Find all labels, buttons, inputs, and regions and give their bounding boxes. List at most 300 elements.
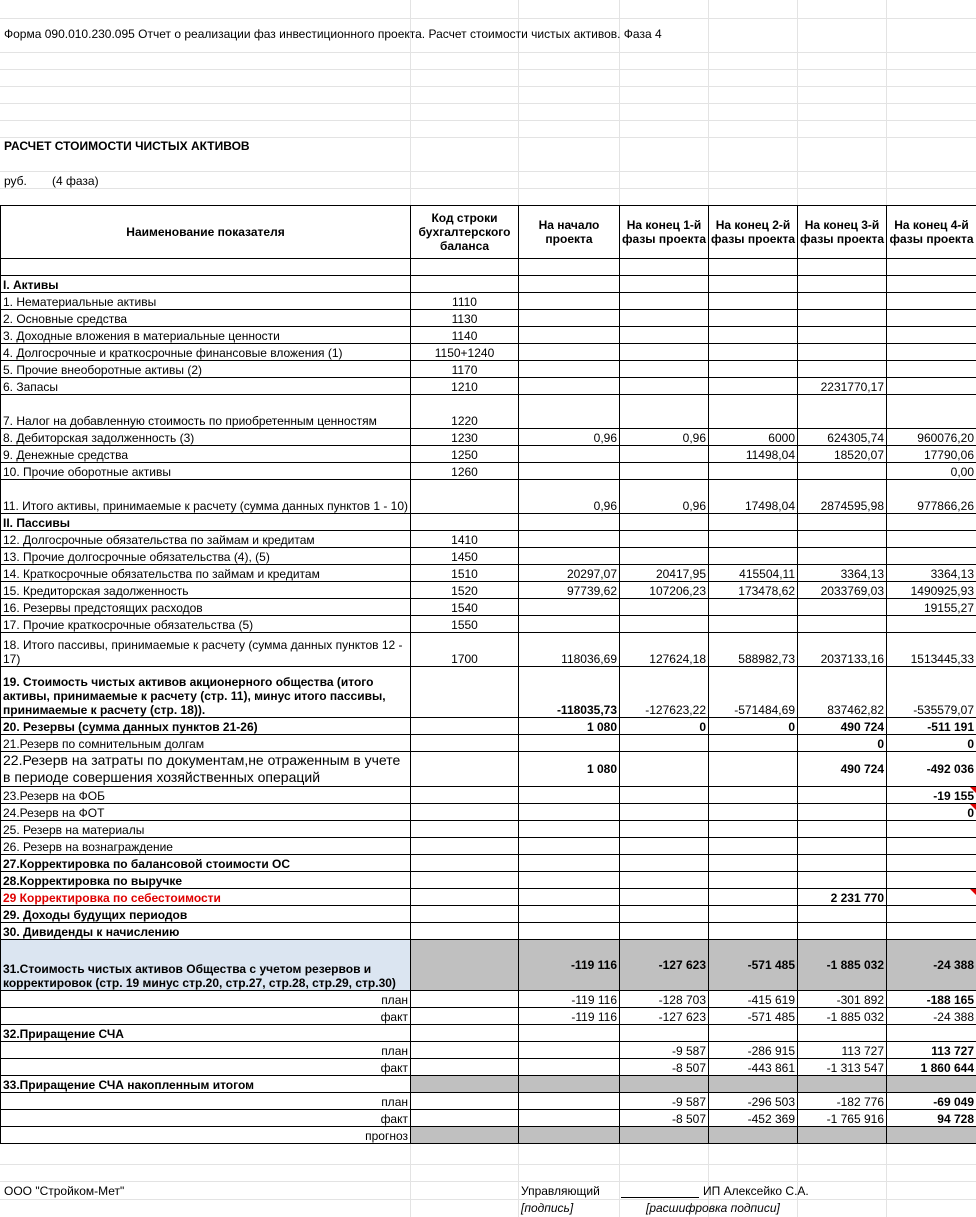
row-label: 15. Кредиторская задолженность [1, 582, 411, 599]
header-name: Наименование показателя [1, 206, 411, 259]
cell-p2 [709, 395, 798, 429]
header-phase-1: На конец 1-й фазы проекта [620, 206, 709, 259]
table-row [1, 991, 976, 1008]
cell-p2: -296 503 [709, 1093, 798, 1110]
cell-code [411, 872, 519, 889]
cell-p3 [798, 838, 887, 855]
row-label: 25. Резерв на материалы [1, 821, 411, 838]
cell-p3 [798, 872, 887, 889]
cell-code [411, 514, 519, 531]
cell-code: 1410 [411, 531, 519, 548]
cell-p4: -69 049 [887, 1093, 976, 1110]
gridline [0, 103, 976, 104]
gridline [0, 1199, 976, 1200]
cell-p4: 1 860 644 [887, 1059, 976, 1076]
cell-p3 [798, 855, 887, 872]
table-row [1, 344, 976, 361]
cell-start: -119 116 [519, 940, 620, 991]
cell-p3 [798, 463, 887, 480]
cell-code: 1250 [411, 446, 519, 463]
cell-p4: 17790,06 [887, 446, 976, 463]
cell-p2: -571484,69 [709, 667, 798, 718]
table-row [1, 735, 976, 752]
cell-p4 [887, 276, 976, 293]
cell-p4 [887, 872, 976, 889]
row-label: 22.Резерв на затраты по документам,не отраженным в учете в периоде совершения хозяйственных операций [1, 752, 411, 787]
cell-p1 [620, 616, 709, 633]
cell-p2 [709, 855, 798, 872]
cell-start [519, 361, 620, 378]
cell-code: 1110 [411, 293, 519, 310]
cell-code: 1150+1240 [411, 344, 519, 361]
section-title: РАСЧЕТ СТОИМОСТИ ЧИСТЫХ АКТИВОВ [4, 139, 250, 153]
row-label: план [1, 1042, 411, 1059]
cell-code [411, 838, 519, 855]
row-label: 26. Резерв на вознаграждение [1, 838, 411, 855]
cell-p4: 960076,20 [887, 429, 976, 446]
cell-p1 [620, 1025, 709, 1042]
cell-p2 [709, 752, 798, 787]
cell-p4: 0 [887, 735, 976, 752]
row-label: 20. Резервы (сумма данных пунктов 21-26) [1, 718, 411, 735]
cell-p2: 415504,11 [709, 565, 798, 582]
cell-p3 [798, 787, 887, 804]
row-label: II. Пассивы [1, 514, 411, 531]
row-label: 27.Корректировка по балансовой стоимости ОС [1, 855, 411, 872]
table-row [1, 565, 976, 582]
row-label: 10. Прочие оборотные активы [1, 463, 411, 480]
cell-p2: 588982,73 [709, 633, 798, 667]
cell-p1 [620, 889, 709, 906]
cell-p2 [709, 310, 798, 327]
cell-p4 [887, 923, 976, 940]
table-row [1, 1127, 976, 1144]
row-label: 30. Дивиденды к начислению [1, 923, 411, 940]
cell-code: 1260 [411, 463, 519, 480]
cell-p3: 18520,07 [798, 446, 887, 463]
cell-p1 [620, 395, 709, 429]
cell-p3 [798, 599, 887, 616]
cell-p2 [709, 548, 798, 565]
row-label: 17. Прочие краткосрочные обязательства (5) [1, 616, 411, 633]
cell-code [411, 1008, 519, 1025]
table-row [1, 1093, 976, 1110]
cell-p1 [620, 378, 709, 395]
cell-p1 [620, 276, 709, 293]
cell-p4 [887, 548, 976, 565]
cell-start [519, 599, 620, 616]
cell-code [411, 1127, 519, 1144]
table-row [1, 327, 976, 344]
gridline [0, 1164, 976, 1165]
table-row [1, 1042, 976, 1059]
cell-p2: -571 485 [709, 940, 798, 991]
cell-p2 [709, 616, 798, 633]
cell-p4 [887, 1127, 976, 1144]
cell-p1 [620, 804, 709, 821]
cell-p2 [709, 787, 798, 804]
table-row [1, 872, 976, 889]
header-code: Код строки бухгалтерского баланса [411, 206, 519, 259]
cell-p4 [887, 855, 976, 872]
cell-p3 [798, 1076, 887, 1093]
row-label: 31.Стоимость чистых активов Общества с учетом резервов и корректировок (стр. 19 минус стр.20, стр.27, стр.28, стр.29, стр.30) [1, 940, 411, 991]
cell-p2 [709, 276, 798, 293]
cell-start [519, 787, 620, 804]
cell-p2 [709, 361, 798, 378]
cell-p4 [887, 361, 976, 378]
cell-code [411, 787, 519, 804]
cell-p4: -492 036 [887, 752, 976, 787]
cell-p4 [887, 395, 976, 429]
table-row [1, 1110, 976, 1127]
company-name: ООО "Стройком-Мет" [4, 1184, 125, 1198]
cell-start [519, 293, 620, 310]
phase-label: (4 фаза) [52, 174, 99, 188]
table-row [1, 787, 976, 804]
cell-p1 [620, 923, 709, 940]
cell-p4 [887, 327, 976, 344]
cell-start [519, 276, 620, 293]
cell-start: 1 080 [519, 752, 620, 787]
cell-start [519, 1127, 620, 1144]
cell-p1: -127623,22 [620, 667, 709, 718]
cell-code [411, 821, 519, 838]
table-row [1, 395, 976, 429]
cell-p2 [709, 804, 798, 821]
cell-p2 [709, 599, 798, 616]
row-label: прогноз [1, 1127, 411, 1144]
cell-p3: 3364,13 [798, 565, 887, 582]
table-row [1, 480, 976, 514]
cell-code [411, 923, 519, 940]
cell-p1: 127624,18 [620, 633, 709, 667]
cell-p2 [709, 463, 798, 480]
cell-code [411, 940, 519, 991]
cell-p1: -127 623 [620, 1008, 709, 1025]
row-label: факт [1, 1008, 411, 1025]
gridline [0, 1181, 976, 1182]
cell-p1: -127 623 [620, 940, 709, 991]
cell-p3 [798, 906, 887, 923]
cell-p2 [709, 838, 798, 855]
cell-start [519, 446, 620, 463]
cell-p4: -511 191 [887, 718, 976, 735]
gridline [0, 86, 976, 87]
cell-start [519, 463, 620, 480]
cell-p3 [798, 276, 887, 293]
table-row [1, 446, 976, 463]
header-start: На начало проекта [519, 206, 620, 259]
cell-p3: 113 727 [798, 1042, 887, 1059]
cell-p4: 19155,27 [887, 599, 976, 616]
cell-p3 [798, 821, 887, 838]
gridline [0, 52, 976, 53]
cell-p2: 11498,04 [709, 446, 798, 463]
table-row [1, 616, 976, 633]
cell-p3 [798, 548, 887, 565]
net-assets-table [0, 205, 976, 1144]
row-label: 2. Основные средства [1, 310, 411, 327]
cell-p2 [709, 906, 798, 923]
cell-code: 1130 [411, 310, 519, 327]
cell-start [519, 889, 620, 906]
table-row [1, 378, 976, 395]
cell-p4 [887, 1076, 976, 1093]
cell-p1 [620, 548, 709, 565]
cell-p4 [887, 821, 976, 838]
cell-p3: 2 231 770 [798, 889, 887, 906]
row-label: 6. Запасы [1, 378, 411, 395]
cell-start: 97739,62 [519, 582, 620, 599]
cell-p3 [798, 361, 887, 378]
cell-start [519, 327, 620, 344]
cell-p3 [798, 923, 887, 940]
row-label: 23.Резерв на ФОБ [1, 787, 411, 804]
cell-p2: 173478,62 [709, 582, 798, 599]
cell-p1 [620, 514, 709, 531]
cell-p2 [709, 344, 798, 361]
cell-p3: 2037133,16 [798, 633, 887, 667]
cell-p2 [709, 872, 798, 889]
table-row [1, 582, 976, 599]
cell-p4 [887, 838, 976, 855]
gridline [0, 120, 976, 121]
cell-start [519, 838, 620, 855]
cell-start: -119 116 [519, 1008, 620, 1025]
cell-p2 [709, 1076, 798, 1093]
cell-start [519, 344, 620, 361]
cell-p4: 113 727 [887, 1042, 976, 1059]
signer-name: ИП Алексейко С.А. [703, 1184, 809, 1198]
cell-code [411, 1076, 519, 1093]
cell-p3: 0 [798, 735, 887, 752]
cell-p3 [798, 804, 887, 821]
row-label: 18. Итого пассивы, принимаемые к расчету (сумма данных пунктов 12 - 17) [1, 633, 411, 667]
row-label: 9. Денежные средства [1, 446, 411, 463]
row-label: 24.Резерв на ФОТ [1, 804, 411, 821]
cell-start [519, 395, 620, 429]
row-label: 29 Корректировка по себестоимости [1, 889, 411, 906]
cell-p1 [620, 599, 709, 616]
cell-code: 1510 [411, 565, 519, 582]
cell-start [519, 1059, 620, 1076]
cell-start [519, 531, 620, 548]
cell-code: 1540 [411, 599, 519, 616]
cell-p3 [798, 1025, 887, 1042]
cell-p4: 94 728 [887, 1110, 976, 1127]
cell-start [519, 855, 620, 872]
cell-code [411, 991, 519, 1008]
cell-p3: 624305,74 [798, 429, 887, 446]
cell-p1 [620, 735, 709, 752]
cell-p2: 0 [709, 718, 798, 735]
table-row [1, 548, 976, 565]
table-row [1, 1059, 976, 1076]
cell-start: 20297,07 [519, 565, 620, 582]
row-label: 4. Долгосрочные и краткосрочные финансовые вложения (1) [1, 344, 411, 361]
cell-p4 [887, 344, 976, 361]
table-row [1, 906, 976, 923]
cell-p2 [709, 293, 798, 310]
cell-p3: 837462,82 [798, 667, 887, 718]
cell-p1 [620, 531, 709, 548]
row-label: 21.Резерв по сомнительным долгам [1, 735, 411, 752]
cell-code [411, 667, 519, 718]
row-label: 8. Дебиторская задолженность (3) [1, 429, 411, 446]
cell-p4 [887, 310, 976, 327]
cell-code [411, 1093, 519, 1110]
cell-p2: -415 619 [709, 991, 798, 1008]
cell-p2: -571 485 [709, 1008, 798, 1025]
form-title: Форма 090.010.230.095 Отчет о реализации фаз инвестиционного проекта. Расчет стоимости чистых активов. Фаза 4 [4, 27, 662, 41]
cell-code: 1450 [411, 548, 519, 565]
cell-p1 [620, 463, 709, 480]
row-label: план [1, 991, 411, 1008]
cell-p2: -443 861 [709, 1059, 798, 1076]
header-phase-4: На конец 4-й фазы проекта [887, 206, 976, 259]
cell-p1: -8 507 [620, 1059, 709, 1076]
cell-code [411, 1042, 519, 1059]
cell-p3: 2874595,98 [798, 480, 887, 514]
cell-p3: -301 892 [798, 991, 887, 1008]
cell-p1: -9 587 [620, 1093, 709, 1110]
cell-p1 [620, 752, 709, 787]
row-label: 12. Долгосрочные обязательства по займам и кредитам [1, 531, 411, 548]
cell-code: 1550 [411, 616, 519, 633]
cell-start [519, 906, 620, 923]
cell-code [411, 1059, 519, 1076]
cell-start [519, 821, 620, 838]
row-label: 29. Доходы будущих периодов [1, 906, 411, 923]
gridline [0, 69, 976, 70]
row-label: I. Активы [1, 276, 411, 293]
cell-p3 [798, 1127, 887, 1144]
cell-start [519, 548, 620, 565]
cell-start [519, 872, 620, 889]
cell-start [519, 804, 620, 821]
cell-start [519, 1076, 620, 1093]
row-label: 16. Резервы предстоящих расходов [1, 599, 411, 616]
cell-p4: -24 388 [887, 940, 976, 991]
cell-start: -118035,73 [519, 667, 620, 718]
cell-p3 [798, 531, 887, 548]
cell-start [519, 735, 620, 752]
table-row [1, 531, 976, 548]
cell-p1 [620, 821, 709, 838]
cell-code [411, 1110, 519, 1127]
cell-code [411, 906, 519, 923]
cell-start: 0,96 [519, 429, 620, 446]
cell-p1 [620, 1076, 709, 1093]
gridline [0, 18, 976, 19]
cell-code: 1170 [411, 361, 519, 378]
cell-code [411, 855, 519, 872]
cell-p1: -8 507 [620, 1110, 709, 1127]
cell-p1: 107206,23 [620, 582, 709, 599]
cell-p1: 0 [620, 718, 709, 735]
cell-code [411, 718, 519, 735]
cell-start: 0,96 [519, 480, 620, 514]
cell-p1: 0,96 [620, 480, 709, 514]
signer-role: Управляющий [521, 1184, 600, 1198]
cell-p4 [887, 1025, 976, 1042]
table-row [1, 429, 976, 446]
cell-code: 1520 [411, 582, 519, 599]
cell-p2: 6000 [709, 429, 798, 446]
cell-p1 [620, 327, 709, 344]
row-label: факт [1, 1059, 411, 1076]
cell-code [411, 889, 519, 906]
cell-p4 [887, 514, 976, 531]
table-spacer-row [1, 259, 976, 276]
cell-p1 [620, 310, 709, 327]
cell-p1 [620, 446, 709, 463]
header-phase-2: На конец 2-й фазы проекта [709, 206, 798, 259]
cell-p4: -535579,07 [887, 667, 976, 718]
table-row [1, 514, 976, 531]
table-row [1, 310, 976, 327]
cell-p4: 0,00 [887, 463, 976, 480]
table-row [1, 276, 976, 293]
table-row [1, 752, 976, 787]
table-row [1, 855, 976, 872]
gridline [0, 188, 976, 189]
cell-start [519, 310, 620, 327]
row-label: 5. Прочие внеоборотные активы (2) [1, 361, 411, 378]
table-row [1, 667, 976, 718]
cell-code [411, 752, 519, 787]
cell-p2: 17498,04 [709, 480, 798, 514]
row-label: факт [1, 1110, 411, 1127]
cell-p4 [887, 889, 976, 906]
table-row [1, 1076, 976, 1093]
row-label: 32.Приращение СЧА [1, 1025, 411, 1042]
cell-p4 [887, 531, 976, 548]
cell-p4 [887, 293, 976, 310]
cell-p4: -24 388 [887, 1008, 976, 1025]
cell-code: 1210 [411, 378, 519, 395]
signature-decode-hint: [расшифровка подписи] [646, 1201, 780, 1215]
cell-p3: -1 313 547 [798, 1059, 887, 1076]
cell-p2 [709, 531, 798, 548]
table-row [1, 599, 976, 616]
cell-start [519, 1110, 620, 1127]
table-row [1, 718, 976, 735]
cell-p4: -19 155 [887, 787, 976, 804]
cell-p3 [798, 327, 887, 344]
cell-p4: 0 [887, 804, 976, 821]
cell-code [411, 276, 519, 293]
cell-p4: 3364,13 [887, 565, 976, 582]
row-label: 28.Корректировка по выручке [1, 872, 411, 889]
table-row [1, 889, 976, 906]
cell-p1 [620, 293, 709, 310]
cell-code [411, 804, 519, 821]
row-label: 33.Приращение СЧА накопленным итогом [1, 1076, 411, 1093]
row-label: 1. Нематериальные активы [1, 293, 411, 310]
cell-p1 [620, 906, 709, 923]
header-phase-3: На конец 3-й фазы проекта [798, 206, 887, 259]
cell-p1 [620, 361, 709, 378]
cell-p2 [709, 889, 798, 906]
cell-p3: -1 885 032 [798, 1008, 887, 1025]
cell-p4: 977866,26 [887, 480, 976, 514]
cell-p2 [709, 378, 798, 395]
cell-p3: -182 776 [798, 1093, 887, 1110]
cell-p3 [798, 395, 887, 429]
cell-code: 1140 [411, 327, 519, 344]
